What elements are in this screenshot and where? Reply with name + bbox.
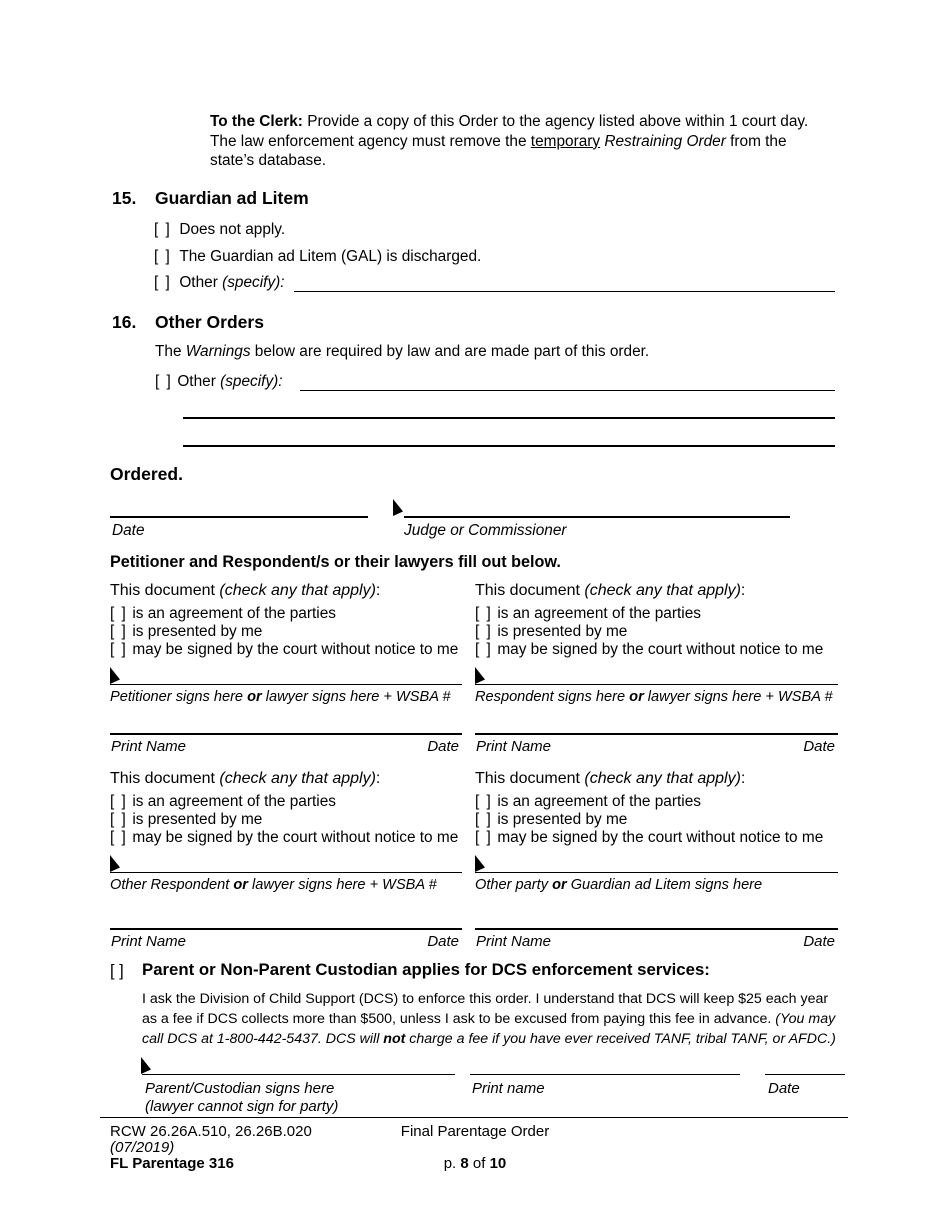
parent-custodian-signs-label: Parent/Custodian signs here [145, 1080, 335, 1097]
check-presented-row: [ ] is presented by me [475, 811, 628, 828]
check-signed-without-notice-row: [ ] may be signed by the court without notice to me [110, 829, 459, 846]
date-label: Date [803, 933, 835, 950]
check-agreement-row: [ ] is an agreement of the parties [475, 605, 701, 622]
judge-signature-line[interactable] [404, 516, 790, 518]
checkbox[interactable]: [ ] [154, 274, 172, 291]
s16-other-blank-line[interactable] [300, 390, 835, 391]
other-respondent-signature-label: Other Respondent or lawyer signs here + WSBA # [110, 877, 437, 893]
date-label: Date [427, 738, 459, 755]
signature-arrow-icon [475, 855, 485, 872]
sign-cell-other-party [475, 770, 838, 955]
signature-arrow-icon [110, 855, 120, 872]
checkbox[interactable]: [ ] [154, 221, 172, 238]
clerk-note-line2: The law enforcement agency must remove the temporary Restraining Order from the [210, 132, 787, 150]
checkbox[interactable]: [ ] [155, 373, 173, 390]
ordered-heading: Ordered. [110, 464, 183, 484]
doc-header: This document (check any that apply): [475, 582, 746, 599]
print-name-line[interactable] [475, 733, 838, 735]
judge-label: Judge or Commissioner [404, 522, 567, 539]
check-signed-without-notice-row: [ ] may be signed by the court without notice to me [475, 641, 824, 658]
other-respondent-signature-line[interactable] [110, 872, 462, 873]
check-signed-without-notice-row: [ ] may be signed by the court without notice to me [110, 641, 459, 658]
respondent-signature-line[interactable] [475, 684, 838, 685]
checkbox[interactable]: [ ] [110, 811, 128, 828]
print-name-line[interactable] [475, 928, 838, 930]
print-name-date-row [111, 933, 459, 950]
s16-warnings-text: The Warnings below are required by law and are made part of this order. [155, 343, 650, 360]
section-15-number: 15. [112, 188, 137, 208]
print-name-date-row [476, 738, 835, 755]
check-signed-without-notice-row: [ ] may be signed by the court without notice to me [475, 829, 824, 846]
clerk-note [210, 112, 808, 171]
s15-other-label: Other [179, 274, 223, 291]
dcs-print-name-line[interactable] [470, 1074, 740, 1075]
date-label: Date [803, 738, 835, 755]
s16-other-specify: (specify): [220, 373, 283, 390]
dcs-date-label: Date [768, 1080, 800, 1097]
footer-form-number: FL Parentage 316 [110, 1155, 234, 1172]
signature-arrow-icon [141, 1057, 151, 1074]
s15-other-specify: (specify): [222, 274, 285, 291]
print-name-date-row [111, 738, 459, 755]
checkbox[interactable]: [ ] [475, 641, 493, 658]
check-agreement-row: [ ] is an agreement of the parties [110, 605, 336, 622]
order-date-label: Date [112, 522, 145, 539]
s15-other-row [154, 274, 285, 292]
petitioner-signature-label: Petitioner signs here or lawyer signs here + WSBA # [110, 689, 451, 705]
print-name-line[interactable] [110, 928, 462, 930]
s15-gal-discharged-row [154, 248, 481, 266]
checkbox[interactable]: [ ] [110, 623, 128, 640]
checkbox[interactable]: [ ] [475, 623, 493, 640]
checkbox[interactable]: [ ] [475, 829, 493, 846]
lawyer-cannot-sign-label: (lawyer cannot sign for party) [145, 1098, 339, 1115]
s15-does-not-apply-label: Does not apply. [179, 221, 286, 238]
doc-header: This document (check any that apply): [110, 770, 381, 787]
date-label: Date [427, 933, 459, 950]
s15-gal-discharged-label: The Guardian ad Litem (GAL) is discharged. [179, 248, 482, 265]
checkbox[interactable]: [ ] [475, 811, 493, 828]
check-presented-row: [ ] is presented by me [110, 811, 263, 828]
footer-form-title: Final Parentage Order [400, 1123, 550, 1140]
signature-arrow-icon [393, 499, 403, 516]
s16-blank-line-1[interactable] [183, 417, 835, 419]
s15-does-not-apply-row [154, 221, 285, 239]
dcs-print-name-label: Print name [472, 1080, 545, 1097]
clerk-note-line1: To the Clerk: Provide a copy of this Order to the agency listed above within 1 court day. [210, 113, 809, 130]
doc-header: This document (check any that apply): [110, 582, 381, 599]
s15-other-blank-line[interactable] [294, 291, 835, 292]
checkbox[interactable]: [ ] [110, 641, 128, 658]
print-name-line[interactable] [110, 733, 462, 735]
check-presented-row: [ ] is presented by me [110, 623, 263, 640]
checkbox[interactable]: [ ] [475, 605, 493, 622]
doc-header: This document (check any that apply): [475, 770, 746, 787]
check-agreement-row: [ ] is an agreement of the parties [110, 793, 336, 810]
print-name-label: Print Name [476, 933, 552, 950]
other-party-signature-label: Other party or Guardian ad Litem signs here [475, 877, 763, 893]
other-party-signature-line[interactable] [475, 872, 838, 873]
section-16-title: Other Orders [155, 312, 264, 332]
print-name-label: Print Name [476, 738, 552, 755]
s16-other-row [155, 373, 283, 391]
sign-cell-respondent [475, 582, 838, 762]
dcs-heading: Parent or Non-Parent Custodian applies for DCS enforcement services: [142, 960, 710, 979]
check-agreement-row: [ ] is an agreement of the parties [475, 793, 701, 810]
checkbox[interactable]: [ ] [110, 829, 128, 846]
checkbox[interactable]: [ ] [110, 793, 128, 810]
check-presented-row: [ ] is presented by me [475, 623, 628, 640]
party-section-heading: Petitioner and Respondent/s or their lawyers fill out below. [110, 553, 561, 571]
checkbox[interactable]: [ ] [110, 962, 124, 980]
signature-arrow-icon [475, 667, 485, 684]
sign-cell-petitioner [110, 582, 462, 762]
print-name-date-row [476, 933, 835, 950]
signature-arrow-icon [110, 667, 120, 684]
petitioner-signature-line[interactable] [110, 684, 462, 685]
order-date-line[interactable] [110, 516, 368, 518]
section-16-number: 16. [112, 312, 137, 332]
clerk-note-line3: state’s database. [210, 152, 327, 169]
dcs-paragraph: I ask the Division of Child Support (DCS) to enforce this order. I understand that DCS will keep $25 each year as a fee if DCS collects more than $500, unless I ask to be excused from paying this fee in advance. (You may call DCS at 1-800-442-5437. DCS will not charge a fee if you have ever received TANF, tribal TANF, or AFDC.) [142, 991, 836, 1047]
parent-custodian-signature-line[interactable] [142, 1074, 455, 1075]
footer-revision: (07/2019) [110, 1139, 175, 1156]
checkbox[interactable]: [ ] [110, 605, 128, 622]
print-name-label: Print Name [111, 933, 187, 950]
footer-page-indicator: p. 8 of 10 [443, 1155, 507, 1172]
checkbox[interactable]: [ ] [154, 248, 172, 265]
footer-rcw: RCW 26.26A.510, 26.26B.020 [110, 1123, 312, 1140]
checkbox[interactable]: [ ] [475, 793, 493, 810]
print-name-label: Print Name [111, 738, 187, 755]
respondent-signature-label: Respondent signs here or lawyer signs here + WSBA # [475, 689, 833, 705]
section-15-title: Guardian ad Litem [155, 188, 309, 208]
dcs-date-line[interactable] [765, 1074, 845, 1075]
sign-cell-other-respondent [110, 770, 462, 955]
s16-other-label: Other [177, 373, 221, 390]
footer-divider [100, 1117, 848, 1118]
s16-blank-line-2[interactable] [183, 445, 835, 447]
